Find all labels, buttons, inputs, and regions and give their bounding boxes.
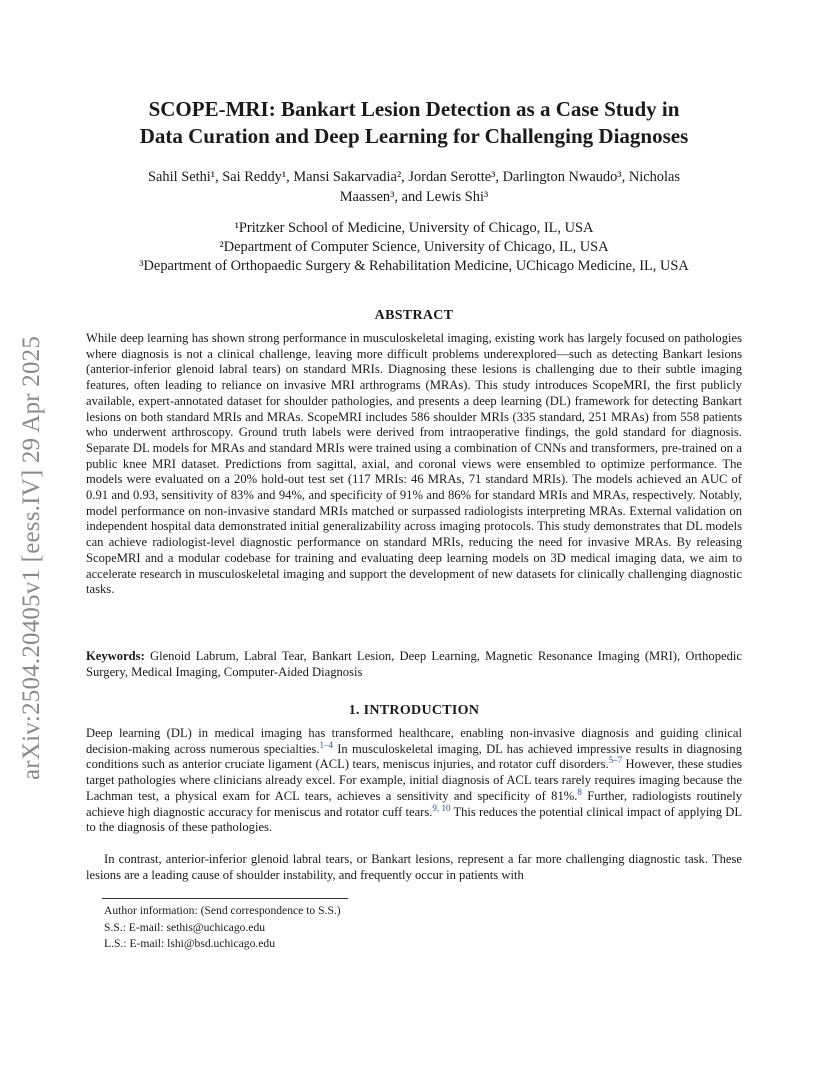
author-list bbox=[86, 167, 742, 207]
footnote-divider bbox=[102, 898, 348, 899]
intro-paragraph-2: In contrast, anterior-inferior glenoid labral tears, or Bankart lesions, represent a far more challenging diagnostic task. These lesions are a leading cause of shoulder instability, and frequently occur in patients with bbox=[86, 852, 742, 882]
intro-p1-sentence-3: However, these studies target pathologies where clinicians already excel. For example, initial diagnosis of ACL tears rarely requires imaging because the Lachman test, a physical exam for ACL tears, achieves a sensitivity and specificity of 81%. bbox=[86, 757, 742, 803]
footnotes bbox=[104, 903, 341, 953]
keywords-label: Keywords: bbox=[86, 649, 145, 663]
author-line-2: Maassen³, and Lewis Shi³ bbox=[339, 189, 489, 205]
title-line-1: SCOPE-MRI: Bankart Lesion Detection as a Case Study in bbox=[148, 97, 680, 121]
affiliations bbox=[86, 219, 742, 276]
footnote-email-ss: S.S.: E-mail: sethis@uchicago.edu bbox=[104, 920, 266, 934]
citation-link[interactable]: 9, 10 bbox=[432, 802, 451, 813]
citation-link[interactable]: 8 bbox=[577, 786, 582, 797]
intro-p1-sentence-1: Deep learning (DL) in medical imaging has transformed healthcare, enabling non-invasive diagnosis and guiding clinical decision-making across numerous specialties. bbox=[86, 726, 742, 756]
paper-title bbox=[86, 96, 742, 150]
keywords bbox=[86, 649, 742, 680]
affiliation-2: ²Department of Computer Science, University of Chicago, IL, USA bbox=[219, 239, 609, 255]
author-line-1: Sahil Sethi¹, Sai Reddy¹, Mansi Sakarvadia², Jordan Serotte³, Darlington Nwaudo³, Nicholas bbox=[148, 169, 680, 185]
footnote-email-ls: L.S.: E-mail: lshi@bsd.uchicago.edu bbox=[104, 937, 276, 950]
affiliation-3: ³Department of Orthopaedic Surgery & Rehabilitation Medicine, UChicago Medicine, IL, USA bbox=[139, 258, 689, 274]
arxiv-identifier-stamp: arXiv:2504.20405v1 [eess.IV] 29 Apr 2025 bbox=[18, 335, 45, 780]
abstract-heading: ABSTRACT bbox=[374, 308, 454, 323]
keywords-text: Glenoid Labrum, Labral Tear, Bankart Lesion, Deep Learning, Magnetic Resonance Imaging (MRI), Orthopedic Surgery, Medical Imaging, Computer-Aided Diagnosis bbox=[86, 649, 743, 679]
abstract-text: While deep learning has shown strong performance in musculoskeletal imaging, existing work has largely focused on pathologies where diagnosis is not a clinical challenge, leaving more difficult problems underexplored—such as detecting Bankart lesions (anterior-inferior glenoid labral tears) on standard MRIs. Diagnosing these lesions is challenging due to their subtle imaging features, often leading to reliance on invasive MRI arthrograms (MRAs). This study introduces ScopeMRI, the first publicly available, expert-annotated dataset for shoulder pathologies, and presents a deep learning (DL) framework for detecting Bankart lesions on both standard MRIs and MRAs. ScopeMRI includes 586 shoulder MRIs (335 standard, 251 MRAs) from 558 patients who underwent arthroscopy. Ground truth labels were derived from intraoperative findings, the gold standard for diagnosis. Separate DL models for MRAs and standard MRIs were trained using a combination of CNNs and transformers, pre-trained on a public knee MRI dataset. Predictions from sagittal, axial, and coronal views were ensembled to optimize performance. The models were evaluated on a 20% hold-out test set (117 MRIs: 46 MRAs, 71 standard MRIs). The models achieved an AUC of 0.91 and 0.93, sensitivity of 83% and 94%, and specificity of 91% and 86% for standard MRIs and MRAs, respectively. Notably, model performance on non-invasive standard MRIs matched or surpassed radiologists interpreting MRAs. External validation on independent hospital data demonstrated initial generalizability across imaging protocols. This study demonstrates that DL models can achieve radiologist-level diagnostic performance on standard MRIs, reducing the need for invasive MRAs. By releasing ScopeMRI and a modular codebase for training and evaluating deep learning models on 3D medical imaging data, we aim to accelerate research in musculoskeletal imaging and support the development of new datasets for clinically challenging diagnostic tasks. bbox=[86, 331, 742, 597]
introduction-heading: 1. INTRODUCTION bbox=[348, 703, 480, 718]
intro-p1-sentence-5: This reduces the potential clinical impact of applying DL to the diagnosis of these pathologies. bbox=[86, 804, 743, 835]
title-line-2: Data Curation and Deep Learning for Challenging Diagnoses bbox=[139, 124, 689, 148]
affiliation-1: ¹Pritzker School of Medicine, University of Chicago, IL, USA bbox=[234, 220, 594, 236]
footnote-author-info: Author information: (Send correspondence to S.S.) bbox=[104, 904, 341, 917]
intro-paragraph-1 bbox=[86, 726, 742, 836]
intro-p1-sentence-2: In musculoskeletal imaging, DL has achieved impressive results in diagnosing conditions such as anterior cruciate ligament (ACL) tears, meniscus injuries, and rotator cuff disorders. bbox=[86, 741, 743, 772]
citation-link[interactable]: 1–4 bbox=[319, 739, 333, 750]
citation-link[interactable]: 5–7 bbox=[608, 755, 623, 766]
intro-p1-sentence-4: Further, radiologists routinely achieve high diagnostic accuracy for meniscus and rotator cuff tears. bbox=[86, 788, 742, 819]
